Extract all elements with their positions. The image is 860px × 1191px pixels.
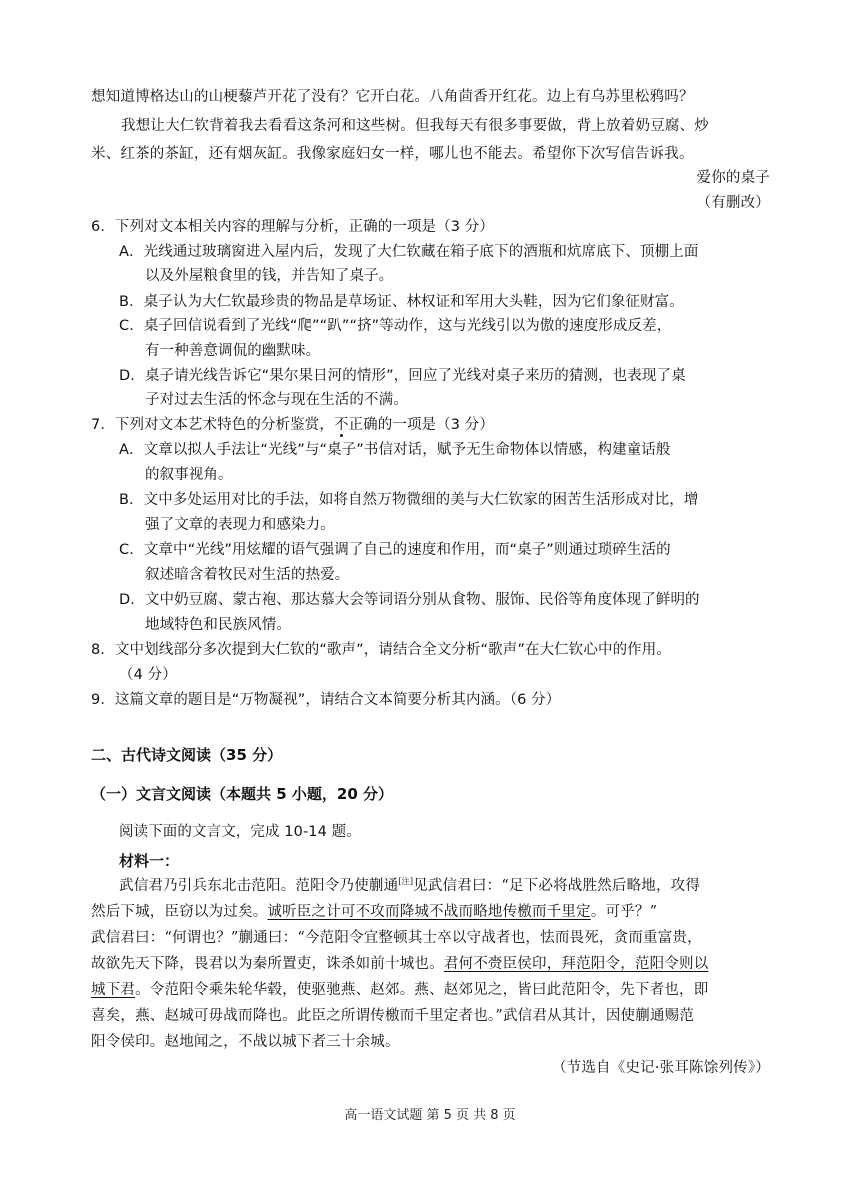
- classical-text-line: 喜矣，燕、赵城可毋战而降也。此臣之所谓传檄而千里定者也。”武信君从其计，因使蒯通赐范: [91, 1008, 695, 1024]
- question-7-stem-part1: 7．下列对文本艺术特色的分析鉴赏，: [91, 417, 334, 433]
- instruction: 阅读下面的文言文，完成 10-14 题。: [119, 824, 361, 840]
- classical-text-line: [119, 876, 700, 896]
- question-9: 9．这篇文章的题目是“万物凝视”，请结合文本简要分析其内涵。（6 分）: [91, 692, 561, 708]
- classical-text-line: 阳令侯印。赵地闻之，不战以城下者三十余城。: [91, 1034, 400, 1050]
- emphasis-not: 不: [334, 417, 349, 433]
- option-d: D．桌子请光线告诉它“果尔果日河的情形”，回应了光线对桌子来历的猜测，也表现了桌: [119, 368, 686, 384]
- passage-signature: 爱你的桌子: [696, 170, 770, 186]
- classical-text-line: [91, 954, 708, 974]
- classical-text-segment: 武信君乃引兵东北击范阳。范阳令乃使蒯通: [119, 878, 399, 894]
- passage-edited-note: （有删改）: [696, 195, 770, 211]
- classical-text-segment: 。令范阳令乘朱轮华毂，使驱驰燕、赵郊。燕、赵郊见之，皆曰此范阳令，先下者也，即: [135, 982, 709, 998]
- option-c-cont: 叙述暗含着牧民对生活的热爱。: [145, 567, 350, 583]
- underlined-sentence: 君何不赍臣侯印，拜范阳令，范阳令则以: [443, 956, 709, 972]
- option-d-cont: 地域特色和民族风情。: [145, 617, 291, 633]
- option-c-cont: 有一种善意调侃的幽默味。: [145, 343, 321, 359]
- option-c: C．文章中“光线”用炫耀的语气强调了自己的速度和作用，而“桌子”则通过琐碎生活的: [119, 542, 671, 558]
- emphasis-dot: [340, 434, 343, 437]
- page-footer: 高一语文试题 第 5 页 共 8 页: [344, 1108, 516, 1123]
- underlined-sentence: 诚听臣之计可不攻而降城不战而略地传檄而千里定: [267, 904, 591, 920]
- classical-text-segment: 见武信君曰：“足下必将战胜然后略地，攻得: [413, 878, 701, 894]
- option-a-cont: 以及外屋粮食里的钱，并告知了桌子。: [145, 268, 394, 284]
- source-citation: （节选自《史记·张耳陈馀列传》）: [551, 1060, 770, 1076]
- question-7-stem: [91, 415, 494, 435]
- question-6-stem: 6．下列对文本相关内容的理解与分析，正确的一项是（3 分）: [91, 219, 494, 235]
- question-8: 8．文中划线部分多次提到大仁钦的“歌声”，请结合全文分析“歌声”在大仁钦心中的作用。: [91, 642, 671, 658]
- underlined-sentence: 城下君: [91, 982, 136, 998]
- option-c: C．桌子回信说看到了光线“爬”“趴”“挤”等动作，这与光线引以为傲的速度形成反差，: [119, 318, 672, 334]
- material-label: 材料一：: [119, 852, 180, 870]
- passage-line: 我想让大仁钦背着我去看看这条河和这些树。但我每天有很多事要做，背上放着奶豆腐、炒: [121, 118, 709, 134]
- subsection-title: （一）文言文阅读（本题共 5 小题，20 分）: [91, 785, 393, 803]
- question-7-stem-part2: 正确的一项是（3 分）: [348, 417, 494, 433]
- option-d-cont: 子对过去生活的怀念与现在生活的不满。: [145, 392, 408, 408]
- option-a: A．文章以拟人手法让“光线”与“桌子”书信对话，赋予无生命物体以情感，构建童话般: [119, 442, 671, 458]
- footnote-marker: [注]: [398, 877, 414, 887]
- classical-text-line: 武信君曰：“何谓也？”蒯通曰：“今范阳令宜整顿其士卒以守战者也，怯而畏死，贪而重富贵，: [91, 930, 702, 946]
- option-d: D．文中奶豆腐、蒙古袍、那达慕大会等词语分别从食物、服饰、民俗等角度体现了鲜明的: [119, 592, 700, 608]
- passage-line: 米、红茶的茶缸，还有烟灰缸。我像家庭妇女一样，哪儿也不能去。希望你下次写信告诉我。: [91, 146, 694, 162]
- section-title: 二、古代诗文阅读（35 分）: [91, 746, 283, 764]
- classical-text-segment: 。可乎？”: [590, 904, 658, 920]
- option-a-cont: 的叙事视角。: [145, 467, 233, 483]
- question-8-cont: （4 分）: [119, 667, 177, 683]
- classical-text-segment: 故欲先天下降，畏君以为秦所置吏，诛杀如前十城也。: [91, 956, 444, 972]
- passage-line: 想知道博格达山的山梗藜芦开花了没有？它开白花。八角茴香开红花。边上有乌苏里松鸦吗？: [91, 89, 694, 105]
- classical-text-segment: 然后下城，臣窃以为过矣。: [91, 904, 268, 920]
- option-b-cont: 强了文章的表现力和感染力。: [145, 517, 335, 533]
- option-b: B．文中多处运用对比的手法，如将自然万物微细的美与大仁钦家的困苦生活形成对比，增: [119, 492, 699, 508]
- classical-text-line: [91, 980, 708, 1000]
- option-b: B．桌子认为大仁钦最珍贵的物品是草场证、林权证和军用大头鞋，因为它们象征财富。: [119, 294, 684, 310]
- option-a: A．光线通过玻璃窗进入屋内后，发现了大仁钦藏在箱子底下的酒瓶和炕席底下、顶棚上面: [119, 244, 699, 260]
- classical-text-line: [91, 902, 657, 922]
